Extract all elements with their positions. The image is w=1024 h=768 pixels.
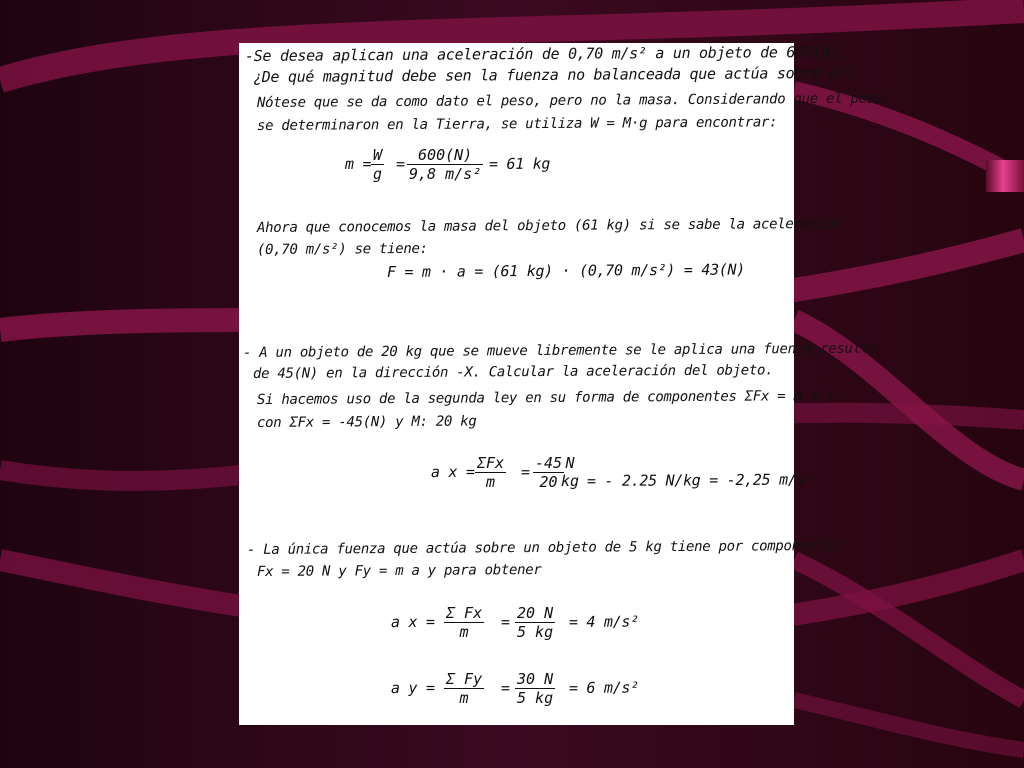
ax2-unit <box>559 454 581 490</box>
ay3-fraction-1-num: Σ Fy <box>446 670 483 688</box>
mass-fraction-2-num: 600(N) <box>407 146 483 165</box>
mass-formula-lhs: m = <box>344 154 372 173</box>
problem1-line1: -Se desea aplican una aceleración de 0,70 m/s² a un objeto de 600(N). <box>244 42 848 65</box>
ay3-fraction-1 <box>444 670 484 707</box>
problem1-line5: Ahora que conocemos la masa del objeto (61 kg) si se sabe la aceleración <box>256 215 843 236</box>
ax2-fraction-1 <box>475 454 506 491</box>
problem3-line2: Fx = 20 N y Fy = m a y para obtener <box>256 562 542 580</box>
mass-formula-eq: = <box>395 154 405 173</box>
slide-side-tab <box>986 160 1024 192</box>
ax3-eq: = <box>500 612 510 631</box>
problem1-line4: se determinaron en la Tierra, se utiliza W = M·g para encontrar: <box>256 114 778 134</box>
ax2-lhs: a x = <box>430 462 475 481</box>
ax3-fraction-1-num: Σ Fx <box>446 604 483 622</box>
force-equation: F = m · a = (61 kg) · (0,70 m/s²) = 43(N) <box>386 260 746 281</box>
ax3-lhs: a x = <box>390 612 435 631</box>
mass-result: = 61 kg <box>488 154 551 173</box>
ay3-fraction-1-den: m <box>459 689 469 707</box>
ay3-fraction-2-num: 30 N <box>517 670 554 688</box>
ax3-fraction-2-num: 20 N <box>517 604 554 622</box>
ax3-fraction-2-den: 5 kg <box>517 623 554 641</box>
ax2-fraction-1-den: m <box>486 473 496 491</box>
ay3-lhs: a y = <box>390 678 435 697</box>
ax3-fraction-2 <box>515 604 555 641</box>
ax3-fraction-1-den: m <box>459 623 469 641</box>
ay3-fraction-2-den: 5 kg <box>517 689 554 707</box>
ax2-fraction-2-num: -45 <box>535 454 563 472</box>
mass-fraction-2-den: 9,8 m/s² <box>409 165 482 183</box>
ay3-fraction-2 <box>515 670 555 707</box>
ay3-result: = 6 m/s² <box>568 678 639 697</box>
problem2-line1: - A un objeto de 20 kg que se mueve libremente se le aplica una fuenza resulta <box>242 340 878 361</box>
problem1-line3: Nótese que se da como dato el peso, pero no la masa. Considerando que el peso <box>256 90 883 111</box>
mass-fraction-1-num: W <box>373 146 383 164</box>
problem2-line3: Si hacemos uso de la segunda ley en su forma de componentes ΣFx = m a x <box>256 387 835 408</box>
ax2-unit-den: kg <box>561 472 580 490</box>
ay3-eq: = <box>500 678 510 697</box>
mass-fraction-2 <box>407 146 483 183</box>
problem3-line1: - La única fuenza que actúa sobre un objeto de 5 kg tiene por componentes <box>246 537 841 558</box>
mass-fraction-1-den: g <box>373 165 383 183</box>
ax3-result: = 4 m/s² <box>568 612 639 631</box>
ax2-unit-num: N <box>565 454 575 472</box>
ax2-eq: = <box>520 462 530 481</box>
ax2-result: = - 2.25 N/kg = -2,25 m/s² <box>586 470 815 490</box>
problem1-line2: ¿De qué magnitud debe sen la fuenza no balanceada que actúa sobre él? <box>252 63 856 86</box>
handwritten-page <box>239 42 883 725</box>
problem2-line4: con ΣFx = -45(N) y M: 20 kg <box>256 413 477 431</box>
ax2-fraction-1-num: ΣFx <box>477 454 505 472</box>
problem2-line2: de 45(N) en la dirección -X. Calcular la aceleración del objeto. <box>252 362 774 382</box>
mass-fraction-1 <box>371 146 384 183</box>
ax2-fraction-2-den: 20 <box>539 473 558 491</box>
problem1-line6: (0,70 m/s²) se tiene: <box>256 240 428 258</box>
ax3-fraction-1 <box>444 604 484 641</box>
